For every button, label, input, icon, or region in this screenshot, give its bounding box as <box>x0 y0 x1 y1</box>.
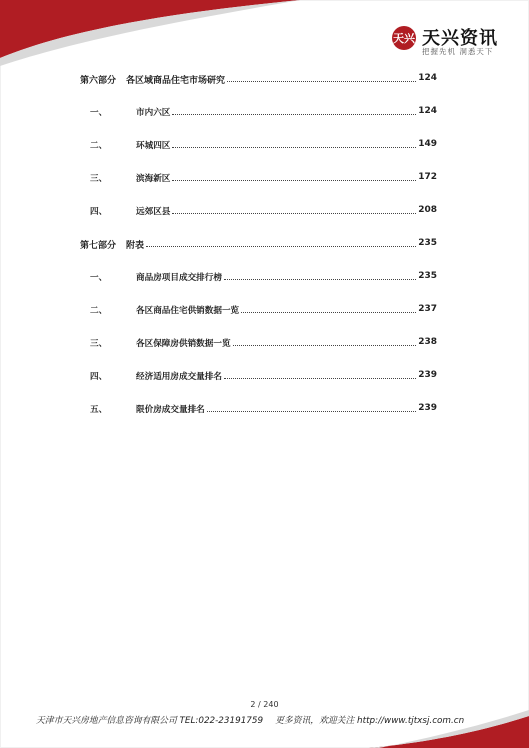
toc-dot-leader <box>233 337 417 346</box>
toc-entry-page: 237 <box>418 304 437 314</box>
toc-entry-title: 市内六区 <box>136 108 171 118</box>
toc-entry-number: 四、 <box>90 207 108 217</box>
toc-entry[interactable] <box>80 238 437 271</box>
toc-entry-title: 限价房成交量排名 <box>136 405 205 415</box>
brand-logo <box>392 26 504 58</box>
toc-dot-leader <box>146 238 416 247</box>
toc-entry-title: 附表 <box>126 241 145 251</box>
toc-dot-leader <box>207 403 416 412</box>
toc-entry[interactable] <box>80 337 437 370</box>
toc-entry[interactable] <box>80 139 437 172</box>
toc-dot-leader <box>241 304 416 313</box>
toc-entry-page: 235 <box>418 271 437 281</box>
toc-entry[interactable] <box>80 73 437 106</box>
table-of-contents <box>80 73 437 436</box>
toc-entry-page: 149 <box>418 139 437 149</box>
footer-website[interactable]: 更多资讯，欢迎关注 http://www.tjtxsj.com.cn <box>275 716 465 726</box>
toc-entry[interactable] <box>80 205 437 238</box>
toc-entry-page: 208 <box>418 205 437 215</box>
toc-entry[interactable] <box>80 304 437 337</box>
toc-entry-title: 远郊区县 <box>136 207 171 217</box>
toc-entry-number: 一、 <box>90 108 108 118</box>
toc-entry-number: 五、 <box>90 405 108 415</box>
footer-swoosh-decoration <box>369 708 529 748</box>
toc-dot-leader <box>172 205 416 214</box>
toc-dot-leader <box>172 139 416 148</box>
toc-dot-leader <box>172 172 416 181</box>
toc-entry[interactable] <box>80 172 437 205</box>
toc-entry-page: 124 <box>418 73 437 83</box>
toc-dot-leader <box>172 106 416 115</box>
toc-entry-title: 各区商品住宅供销数据一览 <box>136 306 240 316</box>
toc-entry-title: 各区保障房供销数据一览 <box>136 339 231 349</box>
toc-entry-number: 第七部分 <box>80 241 117 251</box>
toc-entry[interactable] <box>80 403 437 436</box>
toc-entry-number: 三、 <box>90 174 108 184</box>
toc-dot-leader <box>227 73 416 82</box>
toc-entry[interactable] <box>80 271 437 304</box>
footer-company: 天津市天兴房地产信息咨询有限公司 TEL:022-23191759 <box>36 716 264 726</box>
toc-entry[interactable] <box>80 370 437 403</box>
toc-entry-number: 二、 <box>90 306 108 316</box>
toc-entry-page: 238 <box>418 337 437 347</box>
logo-seal-icon: 天兴 <box>392 26 416 50</box>
logo-brand-name: 天兴资讯 <box>422 28 498 49</box>
toc-entry-page: 239 <box>418 370 437 380</box>
toc-entry-number: 第六部分 <box>80 76 117 86</box>
toc-entry-number: 二、 <box>90 141 108 151</box>
toc-entry-number: 一、 <box>90 273 108 283</box>
toc-entry[interactable] <box>80 106 437 139</box>
toc-entry-page: 239 <box>418 403 437 413</box>
toc-entry-title: 环城四区 <box>136 141 171 151</box>
toc-entry-number: 四、 <box>90 372 108 382</box>
toc-entry-page: 235 <box>418 238 437 248</box>
toc-entry-title: 滨海新区 <box>136 174 171 184</box>
toc-dot-leader <box>224 370 416 379</box>
header-swoosh-decoration <box>0 0 300 70</box>
toc-entry-title: 各区域商品住宅市场研究 <box>126 76 226 86</box>
toc-entry-title: 商品房项目成交排行榜 <box>136 273 222 283</box>
page-indicator: 2 / 240 <box>250 700 279 709</box>
toc-entry-number: 三、 <box>90 339 108 349</box>
toc-dot-leader <box>224 271 416 280</box>
toc-entry-title: 经济适用房成交量排名 <box>136 372 222 382</box>
toc-entry-page: 124 <box>418 106 437 116</box>
logo-slogan: 把握先机 洞悉天下 <box>422 47 494 56</box>
toc-entry-page: 172 <box>418 172 437 182</box>
